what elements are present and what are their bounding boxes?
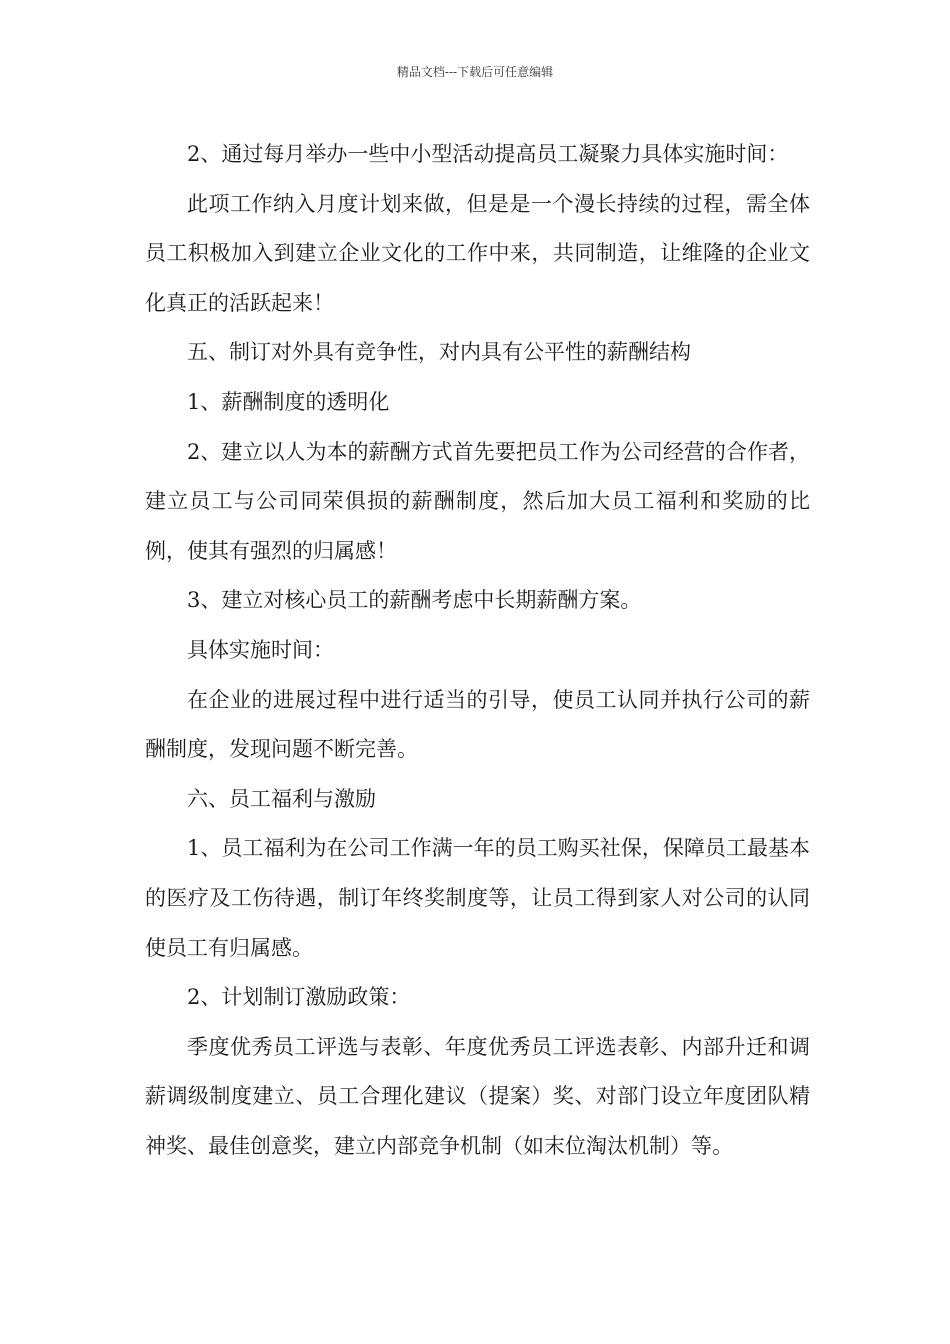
paragraph-activity-cohesion: 2、通过每月举办一些中小型活动提高员工凝聚力具体实施时间： (187, 142, 789, 166)
paragraph-core-staff-salary: 3、建立对核心员工的薪酬考虑中长期薪酬方案。 (187, 588, 642, 613)
paragraph-monthly-plan: 此项工作纳入月度计划来做，但是是一个漫长持续的过程，需全体员工积极加入到建立企业文化的工作中来，共同制造，让维隆的企业文化真正的活跃起来！ (145, 191, 810, 315)
paragraph-salary-transparency: 1、薪酬制度的透明化 (187, 389, 390, 414)
paragraph-awards-list: 季度优秀员工评选与表彰、年度优秀员工评选表彰、内部升迁和调薪调级制度建立、员工合理化建议（提案）奖、对部门设立年度团队精神奖、最佳创意奖，建立内部竞争机制（如末位淘汰机制）等。 (145, 1034, 810, 1158)
paragraph-guidance: 在企业的进展过程中进行适当的引导，使员工认同并执行公司的薪酬制度，发现问题不断完善。 (145, 687, 810, 762)
paragraph-people-oriented-salary: 2、建立以人为本的薪酬方式首先要把员工作为公司经营的合作者，建立员工与公司同荣俱损的薪酬制度，然后加大员工福利和奖励的比例，使其有强烈的归属感！ (145, 439, 810, 563)
section-heading-salary-structure: 五、制订对外具有竞争性，对内具有公平性的薪酬结构 (187, 340, 691, 365)
paragraph-implementation-time: 具体实施时间： (187, 637, 334, 662)
document-body (145, 130, 810, 1171)
section-heading-welfare-incentive: 六、员工福利与激励 (187, 786, 376, 811)
paragraph-incentive-policy: 2、计划制订激励政策： (187, 985, 411, 1010)
paragraph-employee-welfare: 1、员工福利为在公司工作满一年的员工购买社保，保障员工最基本的医疗及工伤待遇，制订年终奖制度等，让员工得到家人对公司的认同使员工有归属感。 (145, 836, 810, 960)
page-header: 精品文档---下载后可任意编辑 (396, 65, 554, 79)
